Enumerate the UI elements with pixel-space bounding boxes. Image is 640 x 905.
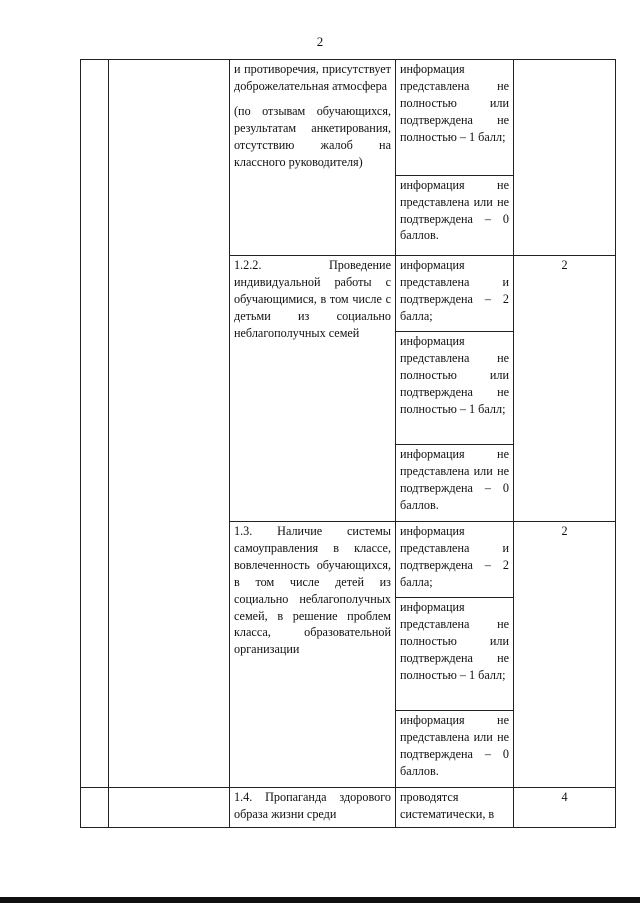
number-column-cell [81,60,109,788]
score-cell [514,60,616,256]
table-row [81,788,616,828]
indicator-cell: информация представлена и подтверждена – 2 балла; [396,256,514,332]
criterion-cell: 1.3. Наличие системы самоуправления в классе, вовлеченность обучающихся, в том числе детей из социально неблагополучных семей, в решение проблем класса, образовательной организации [230,522,396,788]
indicator-cell: информация представлена не полностью или подтверждена не полностью – 1 балл; [396,332,514,445]
indicator-cell: информация представлена и подтверждена – 2 балла; [396,522,514,598]
page-number: 2 [316,34,324,49]
score-cell: 4 [514,788,616,828]
indicator-cell: информация не представлена или не подтверждена – 0 баллов. [396,175,514,255]
score-cell: 2 [514,522,616,788]
score-cell: 2 [514,256,616,522]
indicator-cell: информация представлена не полностью или подтверждена не полностью – 1 балл; [396,60,514,176]
criterion-text: и противоречия, присутствует доброжелательная атмосфера [234,62,391,93]
scan-edge-bar [0,897,640,903]
criterion-cell: 1.4. Пропаганда здорового образа жизни среди [230,788,396,828]
indicator-cell: информация не представлена или не подтверждена – 0 баллов. [396,711,514,788]
indicator-cell: информация не представлена или не подтверждена – 0 баллов. [396,445,514,522]
section-column-cell [109,788,230,828]
criterion-note: (по отзывам обучающихся, результатам анкетирования, отсутствию жалоб на классного руководителя) [234,103,391,169]
criterion-cell: 1.2.2. Проведение индивидуальной работы с обучающимися, в том числе с детьми из социально неблагополучных семей [230,256,396,522]
table-row [81,60,616,176]
criterion-cell [230,60,396,256]
criteria-table [80,59,616,828]
indicator-cell: проводятся систематически, в [396,788,514,828]
section-column-cell [109,60,230,788]
indicator-cell: информация представлена не полностью или подтверждена не полностью – 1 балл; [396,598,514,711]
number-column-cell [81,788,109,828]
